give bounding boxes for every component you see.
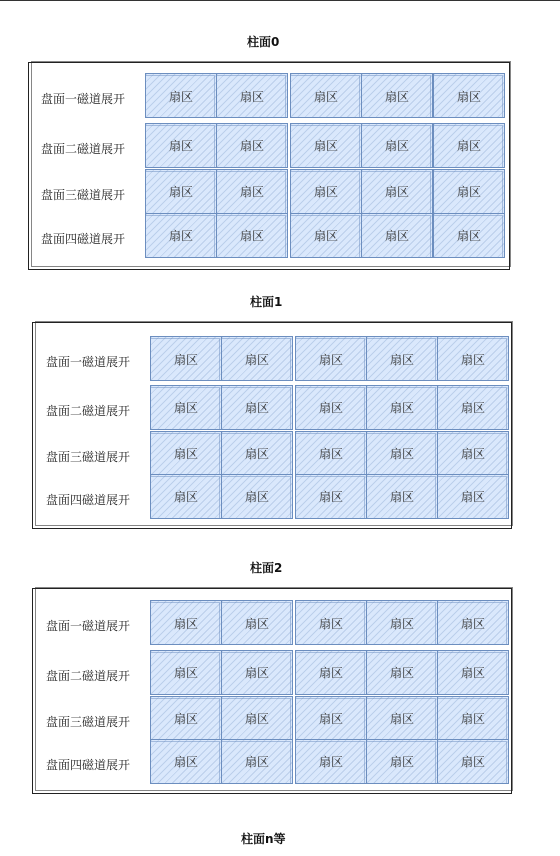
sector-cell: 扇区 [366, 385, 438, 430]
sector-cell: 扇区 [361, 73, 433, 118]
sector-cell: 扇区 [290, 73, 362, 118]
track-label: 盘面四磁道展开 [46, 492, 131, 507]
sector-cell: 扇区 [221, 650, 293, 695]
sector-cell: 扇区 [295, 474, 367, 519]
sector-cell: 扇区 [216, 213, 288, 258]
sector-cell: 扇区 [150, 650, 222, 695]
sector-cell: 扇区 [295, 739, 367, 784]
sector-cell: 扇区 [216, 123, 288, 168]
sector-cell: 扇区 [295, 600, 367, 645]
sector-cell: 扇区 [290, 213, 362, 258]
sector-cell: 扇区 [437, 336, 509, 381]
track-label: 盘面一磁道展开 [46, 618, 131, 633]
cylinder-title-0: 柱面0 [247, 35, 280, 49]
sector-cell: 扇区 [433, 73, 505, 118]
sector-cell: 扇区 [366, 431, 438, 476]
track-label: 盘面三磁道展开 [46, 714, 131, 729]
sector-cell: 扇区 [145, 73, 217, 118]
sector-cell: 扇区 [150, 600, 222, 645]
sector-cell: 扇区 [150, 336, 222, 381]
sector-cell: 扇区 [221, 385, 293, 430]
sector-cell: 扇区 [437, 431, 509, 476]
sector-cell: 扇区 [216, 73, 288, 118]
sector-cell: 扇区 [290, 123, 362, 168]
sector-cell: 扇区 [221, 739, 293, 784]
sector-cell: 扇区 [150, 474, 222, 519]
sector-cell: 扇区 [216, 169, 288, 214]
sector-cell: 扇区 [150, 431, 222, 476]
sector-cell: 扇区 [150, 385, 222, 430]
sector-cell: 扇区 [433, 123, 505, 168]
sector-cell: 扇区 [366, 336, 438, 381]
track-label: 盘面二磁道展开 [46, 403, 131, 418]
sector-cell: 扇区 [361, 123, 433, 168]
sector-cell: 扇区 [437, 474, 509, 519]
sector-cell: 扇区 [150, 739, 222, 784]
sector-cell: 扇区 [295, 431, 367, 476]
sector-cell: 扇区 [295, 385, 367, 430]
sector-cell: 扇区 [433, 169, 505, 214]
track-label: 盘面三磁道展开 [41, 187, 126, 202]
sector-cell: 扇区 [437, 650, 509, 695]
sector-cell: 扇区 [366, 600, 438, 645]
sector-cell: 扇区 [361, 169, 433, 214]
sector-cell: 扇区 [290, 169, 362, 214]
track-label: 盘面四磁道展开 [41, 231, 126, 246]
sector-cell: 扇区 [145, 169, 217, 214]
sector-cell: 扇区 [437, 696, 509, 741]
sector-cell: 扇区 [366, 474, 438, 519]
sector-cell: 扇区 [221, 431, 293, 476]
track-label: 盘面一磁道展开 [46, 354, 131, 369]
sector-cell: 扇区 [366, 739, 438, 784]
sector-cell: 扇区 [221, 336, 293, 381]
sector-cell: 扇区 [437, 600, 509, 645]
sector-cell: 扇区 [437, 739, 509, 784]
sector-cell: 扇区 [295, 696, 367, 741]
sector-cell: 扇区 [150, 696, 222, 741]
sector-cell: 扇区 [433, 213, 505, 258]
track-label: 盘面二磁道展开 [41, 141, 126, 156]
top-border-line [0, 0, 560, 1]
sector-cell: 扇区 [145, 213, 217, 258]
sector-cell: 扇区 [221, 696, 293, 741]
track-label: 盘面四磁道展开 [46, 757, 131, 772]
sector-cell: 扇区 [366, 650, 438, 695]
track-label: 盘面三磁道展开 [46, 449, 131, 464]
sector-cell: 扇区 [221, 600, 293, 645]
sector-cell: 扇区 [295, 336, 367, 381]
track-label: 盘面二磁道展开 [46, 668, 131, 683]
cylinder-title-1: 柱面1 [250, 295, 283, 309]
sector-cell: 扇区 [437, 385, 509, 430]
footer-title: 柱面n等 [241, 832, 286, 846]
sector-cell: 扇区 [221, 474, 293, 519]
sector-cell: 扇区 [361, 213, 433, 258]
sector-cell: 扇区 [295, 650, 367, 695]
sector-cell: 扇区 [145, 123, 217, 168]
sector-cell: 扇区 [366, 696, 438, 741]
track-label: 盘面一磁道展开 [41, 91, 126, 106]
cylinder-title-2: 柱面2 [250, 561, 283, 575]
